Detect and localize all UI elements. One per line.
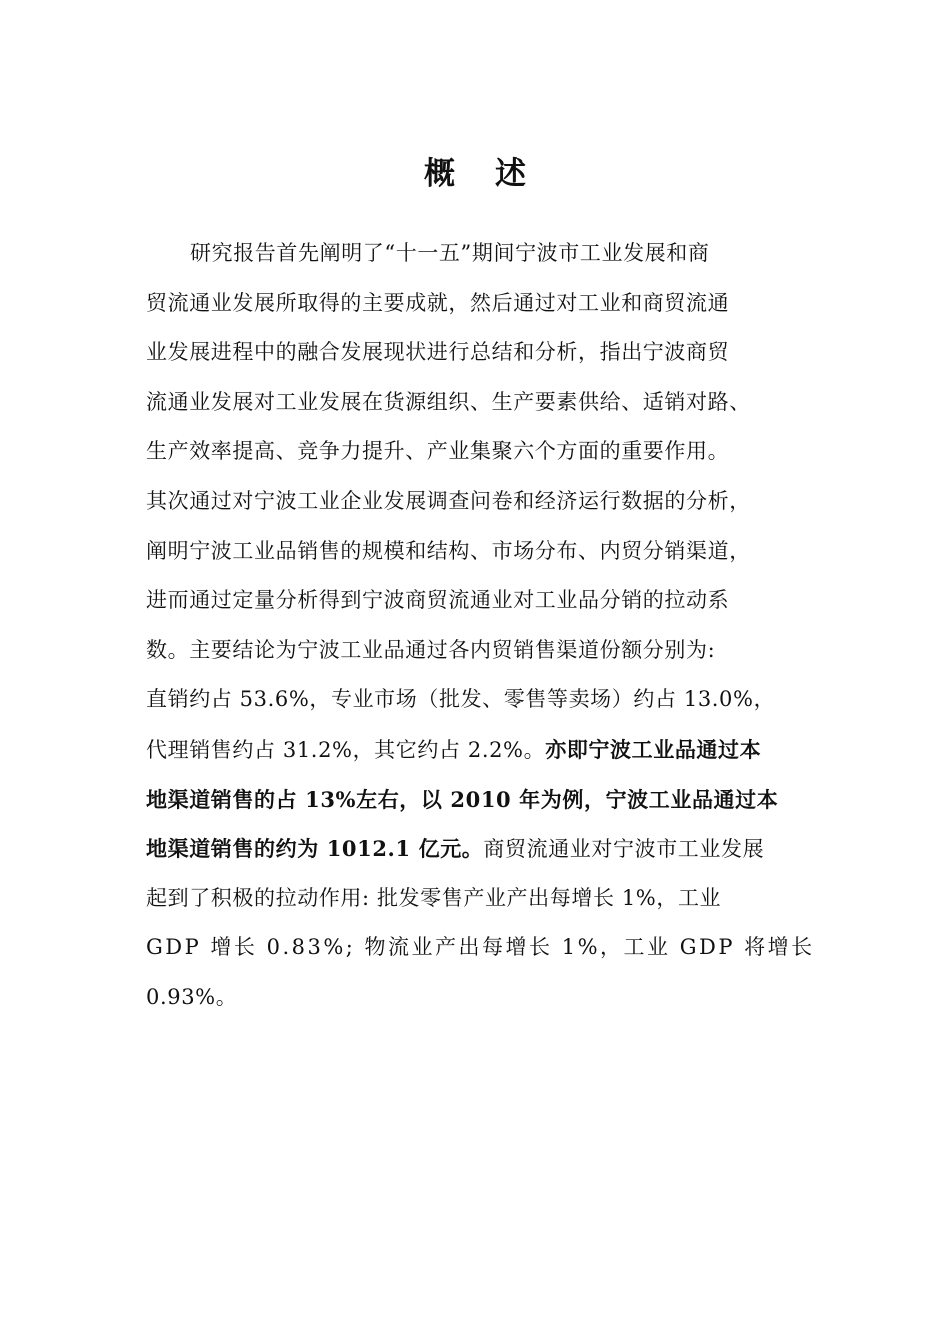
paragraph-line-10 bbox=[146, 675, 816, 725]
paragraph-line-6 bbox=[146, 477, 816, 527]
paragraph-line-8 bbox=[146, 576, 816, 626]
line-text: 研究报告首先阐明了“十一五”期间宁波市工业发展和商 bbox=[190, 241, 710, 265]
line-text: 阐明宁波工业品销售的规模和结构、市场分布、内贸分销渠道， bbox=[146, 538, 751, 563]
line-text: 其次通过对宁波工业企业发展调查问卷和经济运行数据的分析， bbox=[146, 488, 751, 513]
paragraph-line-1 bbox=[146, 229, 816, 279]
paragraph-line-13 bbox=[146, 824, 816, 874]
title-char-1: 概 bbox=[424, 156, 455, 192]
paragraph-line-12 bbox=[146, 775, 816, 825]
line-text: GDP 增长 0.83%; 物流业产出每增长 1%，工业 GDP 将增长 bbox=[146, 935, 815, 960]
paragraph-line-4 bbox=[146, 378, 816, 428]
bold-conclusion-text: 地渠道销售的约为 1012.1 亿元。 bbox=[146, 836, 484, 862]
line-text: 生产效率提高、竞争力提升、产业集聚六个方面的重要作用。 bbox=[146, 439, 730, 464]
page-title bbox=[0, 150, 950, 198]
paragraph-line-7 bbox=[146, 527, 816, 577]
line-text: 贸流通业发展所取得的主要成就，然后通过对工业和商贸流通 bbox=[146, 290, 730, 315]
paragraph-line-5 bbox=[146, 427, 816, 477]
paragraph-line-14 bbox=[146, 874, 816, 924]
line-text: 流通业发展对工业发展在货源组织、生产要素供给、适销对路、 bbox=[146, 389, 751, 414]
summary-paragraph bbox=[146, 229, 816, 1023]
line-text: 0.93%。 bbox=[146, 984, 238, 1009]
bold-conclusion-text: 亦即宁波工业品通过本 bbox=[545, 736, 762, 762]
line-text: 起到了积极的拉动作用: 批发零售产业产出每增长 1%，工业 bbox=[146, 885, 722, 910]
line-text: 直销约占 53.6%，专业市场（批发、零售等卖场）约占 13.0%， bbox=[146, 687, 776, 712]
paragraph-line-15 bbox=[146, 923, 816, 973]
line-text: 商贸流通业对宁波市工业发展 bbox=[483, 837, 765, 862]
title-char-2: 述 bbox=[495, 156, 526, 192]
paragraph-line-11 bbox=[146, 725, 816, 775]
line-text: 代理销售约占 31.2%，其它约占 2.2%。 bbox=[146, 737, 546, 762]
paragraph-line-9 bbox=[146, 626, 816, 676]
line-text: 业发展进程中的融合发展现状进行总结和分析，指出宁波商贸 bbox=[146, 340, 730, 365]
line-text: 进而通过定量分析得到宁波商贸流通业对工业品分销的拉动系 bbox=[146, 588, 730, 613]
paragraph-line-2 bbox=[146, 279, 816, 329]
paragraph-line-16 bbox=[146, 973, 816, 1023]
paragraph-line-3 bbox=[146, 328, 816, 378]
bold-conclusion-text: 地渠道销售的占 13%左右，以 2010 年为例，宁波工业品通过本 bbox=[146, 786, 779, 812]
line-text: 数。主要结论为宁波工业品通过各内贸销售渠道份额分别为: bbox=[146, 637, 716, 662]
